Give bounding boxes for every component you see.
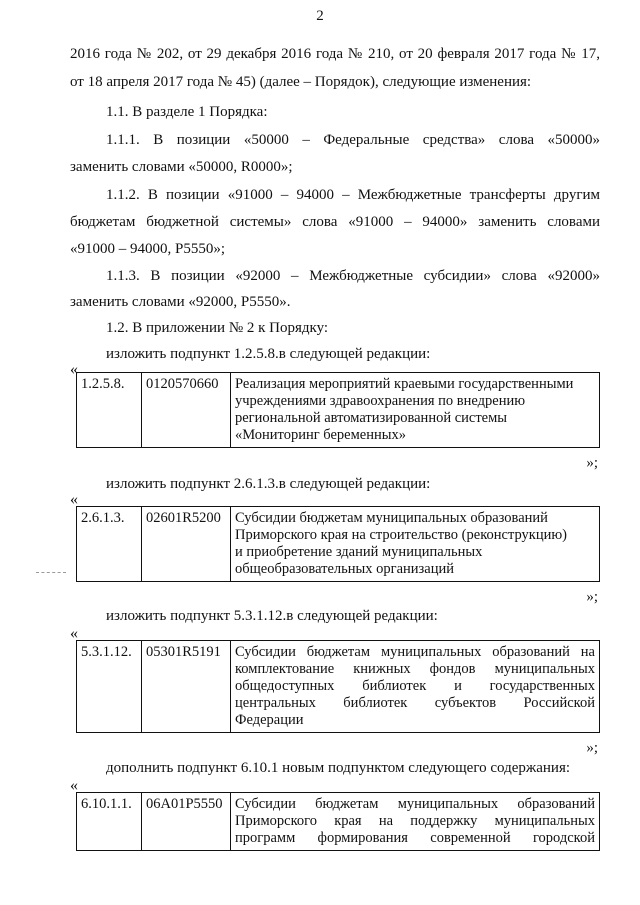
description-line: региональной автоматизированной системы xyxy=(235,410,508,426)
table-row xyxy=(77,793,600,851)
block-1-table xyxy=(76,372,600,448)
paragraph-1-1-3-line-1: 1.1.3. В позиции «92000 – Межбюджетные субсидии» слова «92000» xyxy=(106,268,600,284)
block-3-open-quote: « xyxy=(70,625,78,642)
paragraph-1-1-1-line-1: 1.1.1. В позиции «50000 – Федеральные средства» слова «50000» xyxy=(106,132,600,148)
scan-artifact-line xyxy=(36,572,66,573)
paragraph-1-2: 1.2. В приложении № 2 к Порядку: xyxy=(106,320,329,336)
table-row xyxy=(77,373,600,448)
block-4-instruction: дополнить подпункт 6.10.1 новым подпунктом следующего содержания: xyxy=(106,760,571,776)
row-kbk: 0120570660 xyxy=(142,373,231,448)
block-1-instruction: изложить подпункт 1.2.5.8.в следующей редакции: xyxy=(106,346,431,362)
paragraph-1-1-3-line-2: заменить словами «92000, Р5550». xyxy=(70,294,291,310)
block-4-open-quote: « xyxy=(70,777,78,794)
description-line: Субсидии бюджетам муниципальных образований xyxy=(235,510,548,526)
description-line: и приобретение зданий муниципальных xyxy=(235,544,483,560)
table-row xyxy=(77,507,600,582)
block-2-table xyxy=(76,506,600,582)
paragraph-1-1-2-line-3: «91000 – 94000, Р5550»; xyxy=(70,241,226,257)
description-line: Приморского края на поддержку муниципальных xyxy=(235,813,595,829)
description-line: программ формирования современной городской xyxy=(235,830,595,846)
row-kbk: 06А01Р5550 xyxy=(142,793,231,851)
block-4-table xyxy=(76,792,600,851)
row-kbk: 05301R5191 xyxy=(142,641,231,733)
paragraph-1-1-2-line-1: 1.1.2. В позиции «91000 – 94000 – Межбюджетные трансферты другим xyxy=(106,187,600,203)
block-2-close-quote: »; xyxy=(586,589,598,605)
page-number: 2 xyxy=(316,8,324,24)
row-code: 2.6.1.3. xyxy=(77,507,142,582)
block-1-open-quote: « xyxy=(70,361,78,378)
row-description xyxy=(231,793,600,851)
block-2-open-quote: « xyxy=(70,491,78,508)
intro-line-1: 2016 года № 202, от 29 декабря 2016 года № 210, от 20 февраля 2017 года № 17, xyxy=(70,46,600,62)
row-code: 5.3.1.12. xyxy=(77,641,142,733)
description-line: общеобразовательных организаций xyxy=(235,561,454,577)
table-row xyxy=(77,641,600,733)
description-line: комплектование книжных фондов муниципальных xyxy=(235,661,595,677)
row-description xyxy=(231,373,600,448)
block-3-instruction: изложить подпункт 5.3.1.12.в следующей редакции: xyxy=(106,608,438,624)
block-3-table xyxy=(76,640,600,733)
paragraph-1-1-1-line-2: заменить словами «50000, R0000»; xyxy=(70,159,293,175)
row-description xyxy=(231,641,600,733)
paragraph-1-1-2-line-2: бюджетам бюджетной системы» слова «91000 – 94000» заменить словами xyxy=(70,214,600,230)
description-line: центральных библиотек субъектов Российской xyxy=(235,695,595,711)
paragraph-1-1: 1.1. В разделе 1 Порядка: xyxy=(106,104,268,120)
row-description xyxy=(231,507,600,582)
block-2-instruction: изложить подпункт 2.6.1.3.в следующей редакции: xyxy=(106,476,431,492)
description-line: Субсидии бюджетам муниципальных образований на xyxy=(235,644,595,660)
block-3-close-quote: »; xyxy=(586,740,598,756)
row-code: 6.10.1.1. xyxy=(77,793,142,851)
description-line: Субсидии бюджетам муниципальных образований xyxy=(235,796,595,812)
row-code: 1.2.5.8. xyxy=(77,373,142,448)
description-line: «Мониторинг беременных» xyxy=(235,427,406,443)
description-line: Реализация мероприятий краевыми государственными xyxy=(235,376,574,392)
intro-line-2: от 18 апреля 2017 года № 45) (далее – Порядок), следующие изменения: xyxy=(70,74,532,90)
description-line: учреждениями здравоохранения по внедрению xyxy=(235,393,526,409)
block-1-close-quote: »; xyxy=(586,455,598,471)
description-line: общедоступных библиотек и государственных xyxy=(235,678,595,694)
description-line: Приморского края на строительство (реконструкцию) xyxy=(235,527,567,543)
row-kbk: 02601R5200 xyxy=(142,507,231,582)
description-line: Федерации xyxy=(235,712,304,728)
